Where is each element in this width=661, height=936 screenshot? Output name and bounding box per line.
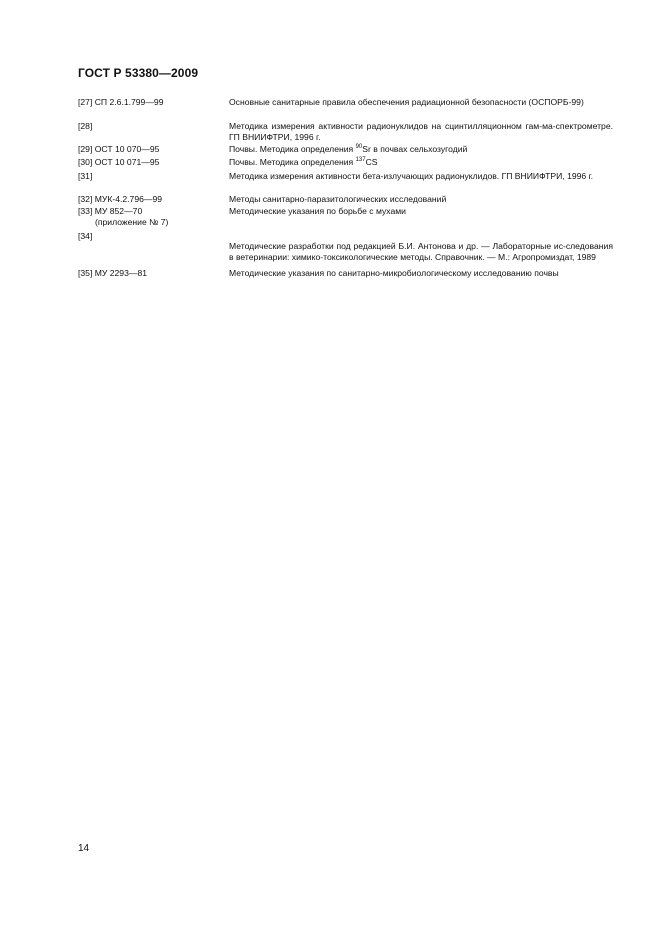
references-list — [78, 97, 613, 279]
reference-item — [78, 194, 613, 205]
reference-code: [30] ОСТ 10 071—95 — [78, 157, 160, 167]
reference-text-part: Sr в почвах сельхозугодий — [362, 144, 468, 154]
reference-text-part: CS — [365, 157, 378, 167]
reference-text: Методические разработки под редакцией Б.И. Антонова и др. — Лабораторные ис-следования в ветеринарии: химико-токсикологические методы. Справочник. — М.: Агропромиздат, 1989 — [229, 241, 613, 262]
reference-item — [78, 97, 613, 118]
reference-code: [27] СП 2.6.1.799—99 — [78, 97, 164, 107]
reference-text: Методические указания по борьбе с мухами — [229, 206, 406, 216]
reference-text: Методика измерения активности бета-излучающих радионуклидов. ГП ВНИИФТРИ, 1996 г. — [229, 171, 594, 181]
reference-code: [28] — [78, 121, 93, 131]
reference-text: Методы санитарно-паразитологических исследований — [229, 194, 447, 204]
reference-text: Основные санитарные правила обеспечения радиационной безопасности (ОСПОРБ-99) — [229, 97, 584, 107]
reference-item — [78, 268, 613, 279]
reference-item — [78, 171, 613, 194]
isotope-mass-number: 90 — [355, 144, 363, 150]
reference-item — [78, 157, 613, 171]
reference-code: [35] МУ 2293—81 — [78, 268, 147, 278]
isotope-mass-number: 137 — [355, 157, 366, 163]
reference-text — [229, 157, 613, 168]
page-number: 14 — [78, 843, 90, 854]
reference-code: [32] МУК-4.2.796—99 — [78, 194, 163, 204]
reference-item — [78, 144, 613, 155]
reference-item — [78, 121, 613, 144]
reference-text — [229, 144, 613, 155]
reference-text-part: Почвы. Методика определения — [229, 144, 356, 154]
reference-code-main: [33] МУ 852—70 — [78, 206, 143, 216]
reference-code: [34] — [78, 231, 93, 241]
reference-text-part: Почвы. Методика определения — [229, 157, 356, 167]
reference-code: [31] — [78, 171, 93, 181]
reference-text: Методика измерения активности радионуклидов на сцинтилляционном гам-ма-спектрометре. ГП ВНИИФТРИ, 1996 г. — [229, 121, 613, 142]
reference-code: [29] ОСТ 10 070—95 — [78, 144, 160, 154]
page-header-standard-code: ГОСТ Р 53380—2009 — [78, 66, 199, 80]
reference-item — [78, 206, 613, 229]
reference-code — [78, 206, 229, 227]
reference-text: Методические указания по санитарно-микробиологическому исследованию почвы — [229, 268, 559, 278]
reference-code-appendix: (приложение № 7) — [95, 216, 169, 227]
reference-item — [78, 231, 613, 265]
